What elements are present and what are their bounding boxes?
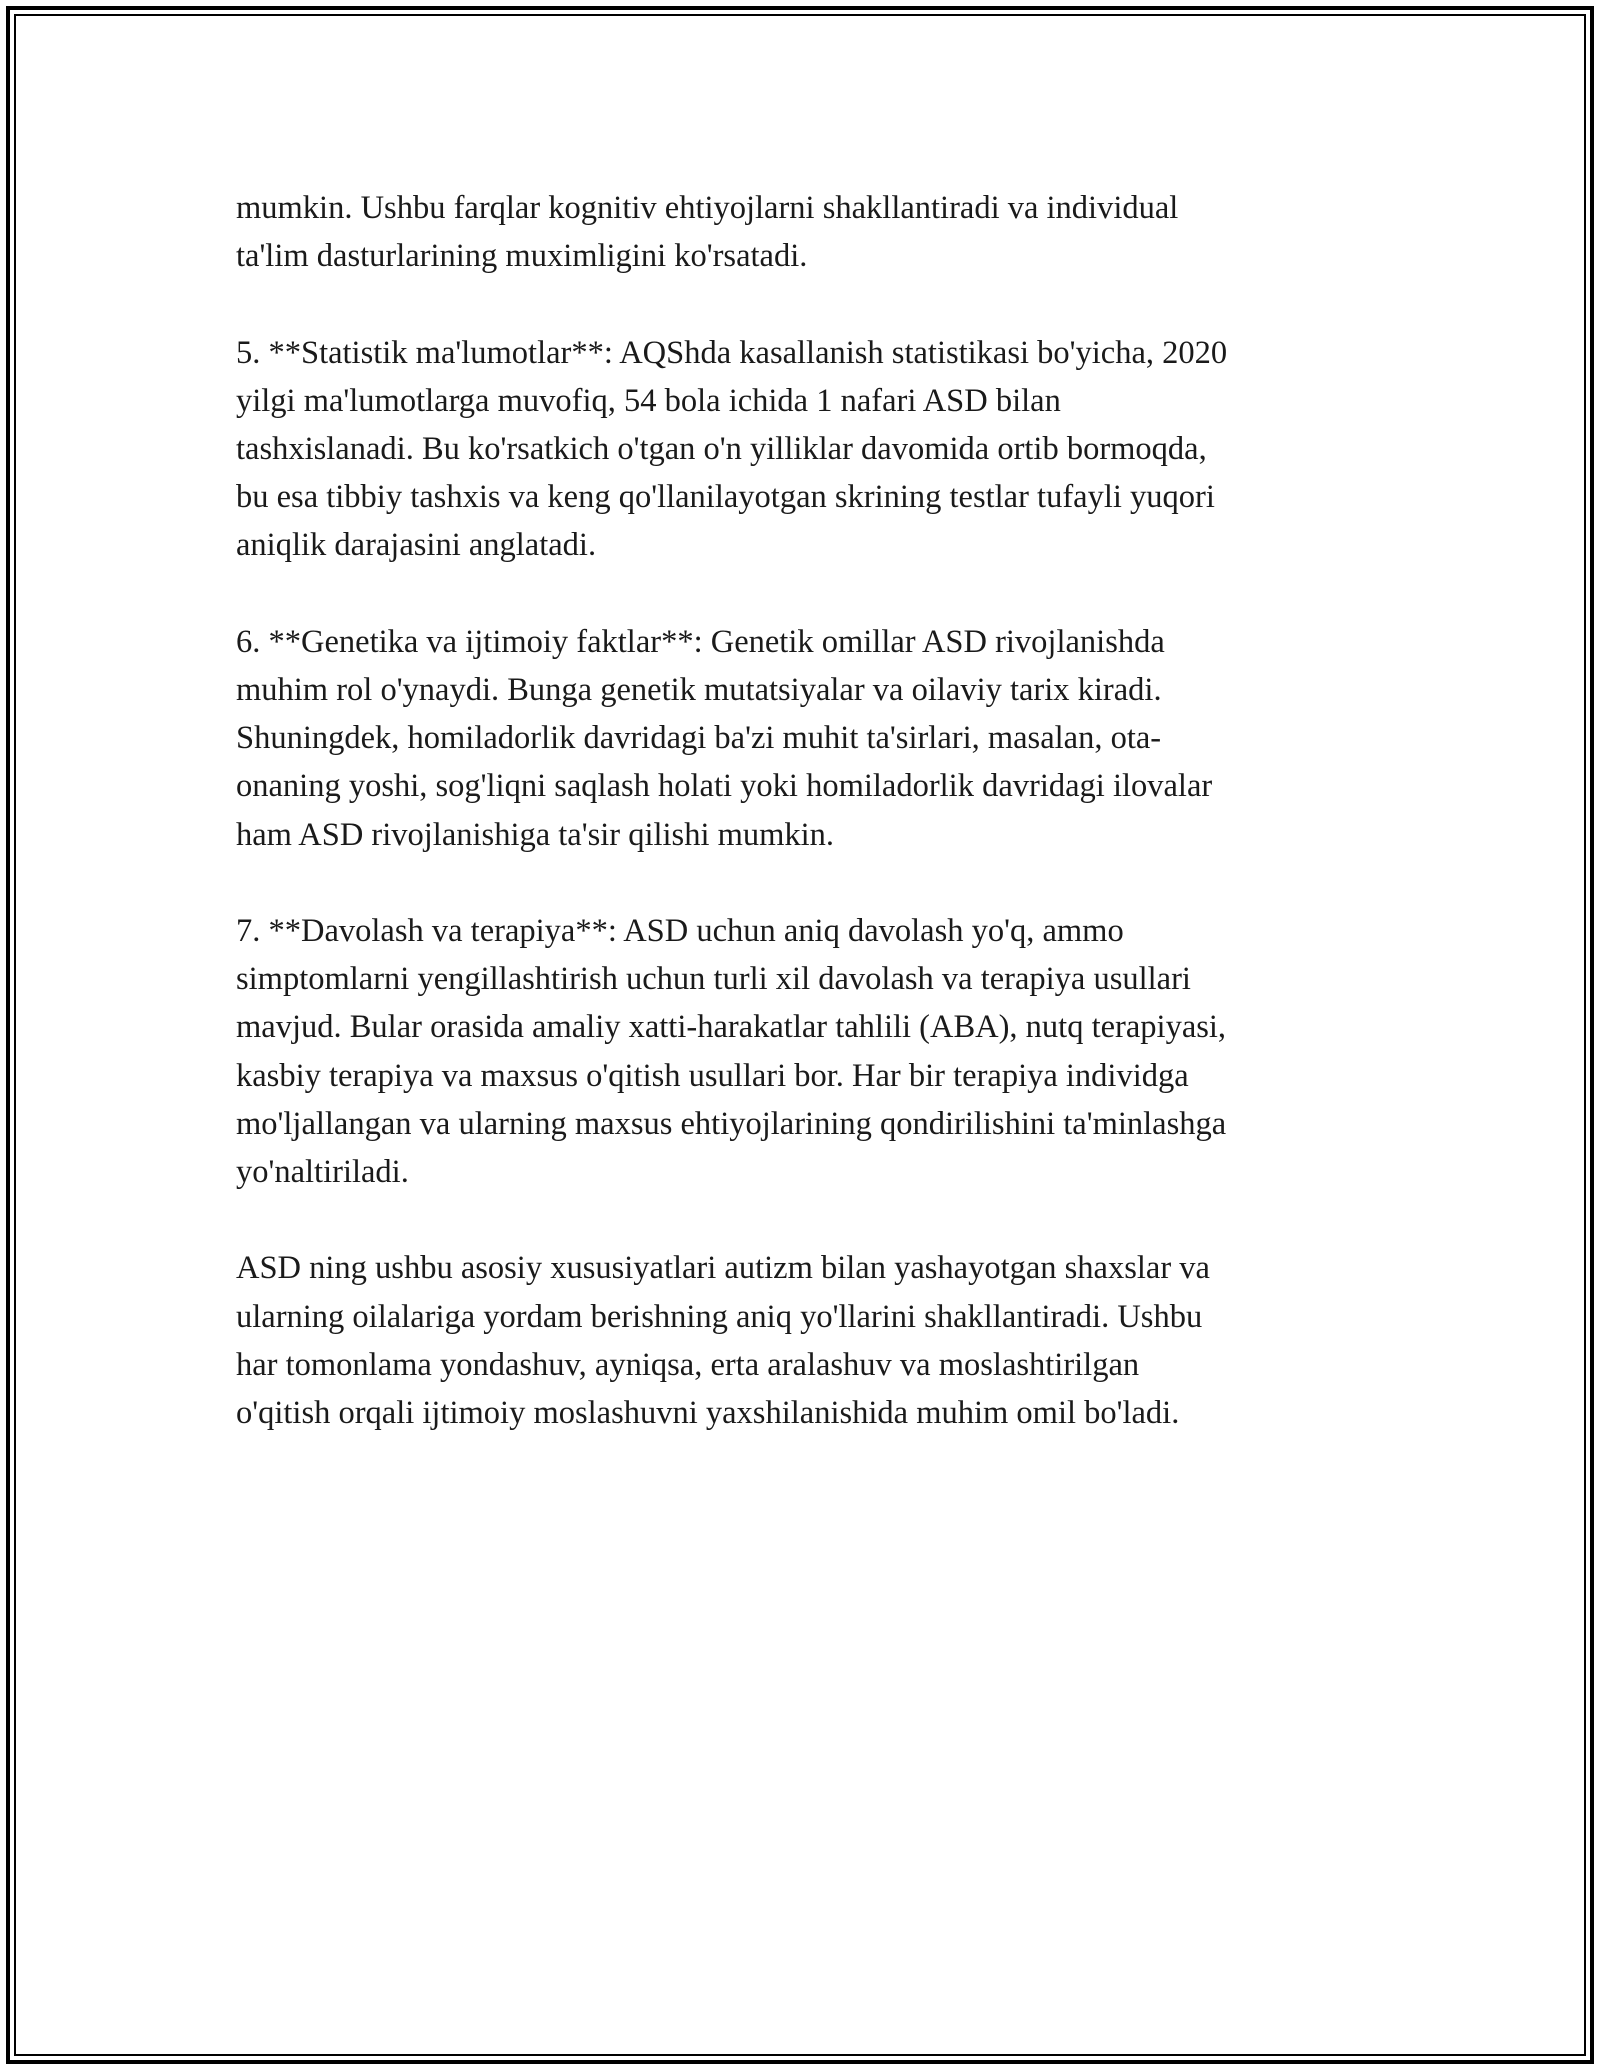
paragraph-item-6 [236,618,1366,859]
text-line: o'qitish orqali ijtimoiy moslashuvni yaxshilanishida muhim omil bo'ladi. [236,1395,1180,1432]
paragraph-item-7 [236,907,1366,1196]
text-line: Shuningdek, homiladorlik davridagi ba'zi muhit ta'sirlari, masalan, ota- [236,720,1162,757]
text-line: ularning oilalariga yordam berishning aniq yo'llarini shakllantiradi. Ushbu [236,1298,1203,1335]
text-line: bu esa tibbiy tashxis va keng qo'llanilayotgan skrining testlar tufayli yuqori [236,479,1215,516]
text-line: tashxislanadi. Bu ko'rsatkich o'tgan o'n yilliklar davomida ortib bormoqda, [236,431,1207,467]
text-line: mo'ljallangan va ularning maxsus ehtiyojlarining qondirilishini ta'minlashga [236,1105,1227,1142]
text-line: mavjud. Bular orasida amaliy xatti-harakatlar tahlili (ABA), nutq terapiyasi, [236,1009,1227,1046]
text-line: yo'naltiriladi. [236,1154,409,1191]
document-body [236,184,1366,1485]
text-line: har tomonlama yondashuv, ayniqsa, erta aralashuv va moslashtirilgan [236,1346,1140,1383]
paragraph-conclusion [236,1244,1366,1437]
text-line: onaning yoshi, sog'liqni saqlash holati yoki homiladorlik davridagi ilovalar [236,768,1213,805]
paragraph-item-5 [236,329,1366,570]
paragraph-continuation [236,184,1366,280]
text-line: 6. **Genetika va ijtimoiy faktlar**: Genetik omillar ASD rivojlanishda [236,623,1165,660]
text-line: ham ASD rivojlanishiga ta'sir qilishi mumkin. [236,816,835,853]
text-line: 5. **Statistik ma'lumotlar**: AQShda kasallanish statistikasi bo'yicha, 2020 [236,334,1228,371]
text-line: yilgi ma'lumotlarga muvofiq, 54 bola ichida 1 nafari ASD bilan [236,382,1061,419]
text-line: ta'lim dasturlarining muximligini ko'rsatadi. [236,238,808,275]
text-line: 7. **Davolash va terapiya**: ASD uchun aniq davolash yo'q, ammo [236,913,1124,949]
text-line: kasbiy terapiya va maxsus o'qitish usullari bor. Har bir terapiya individga [236,1057,1189,1094]
text-line: muhim rol o'ynaydi. Bunga genetik mutatsiyalar va oilaviy tarix kiradi. [236,672,1162,708]
text-line: ASD ning ushbu asosiy xususiyatlari autizm bilan yashayotgan shaxslar va [236,1250,1210,1287]
text-line: aniqlik darajasini anglatadi. [236,527,597,564]
text-line: simptomlarni yengillashtirish uchun turli xil davolash va terapiya usullari [236,961,1191,998]
text-line: mumkin. Ushbu farqlar kognitiv ehtiyojlarni shakllantiradi va individual [236,190,1179,226]
